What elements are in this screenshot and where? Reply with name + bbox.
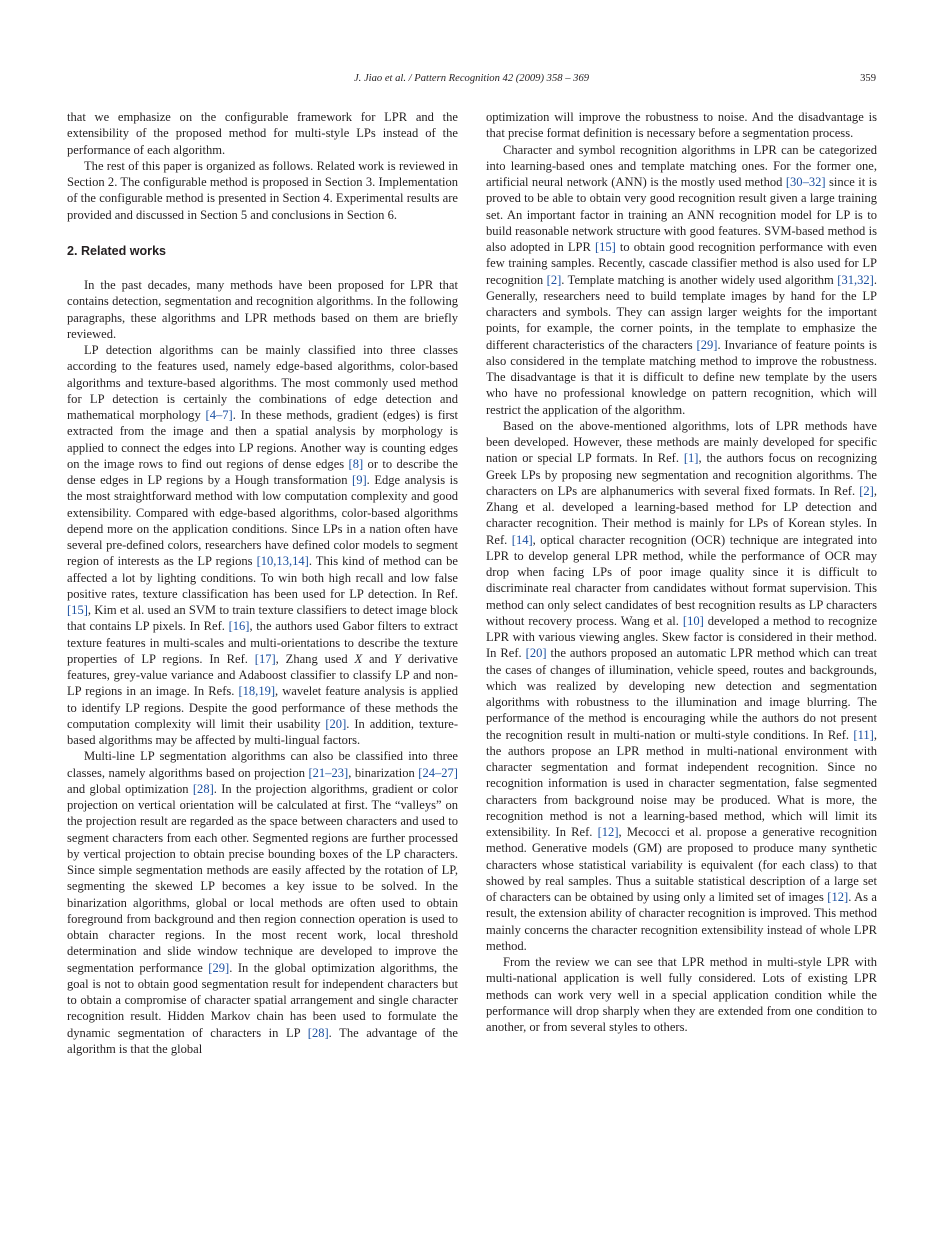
paragraph: Character and symbol recognition algorithms in LPR can be categorized into learning-based ones and template matching ones. For the former one, artificial neural network (ANN) is the mostly used method [30–32] since it is proved to be able to obtain very good recognition result given a large training set. An important factor in training an ANN recognition model for LP is to build reasonable network structure with good features. SVM-based method is also adopted in LPR [15] to obtain good recognition performance with even few training samples. Recently, cascade classifier method is also used for LP recognition [2]. Template matching is another widely used algorithm [31,32]. Generally, researchers need to build template images by hand for the LP characters and symbols. They can assign larger weights for the important points, for example, the corner points, in the template to emphasize the different characteristics of the characters [29]. Invariance of feature points is also considered in the template matching method to improve the robustness. The disadvantage is that it is difficult to define new template by the users who have no professional knowledge on pattern recognition, which will restrict the application of the algorithm. — [486, 142, 878, 417]
citation-link[interactable]: [14] — [511, 532, 533, 547]
citation-link[interactable]: [15] — [67, 603, 88, 617]
citation-link[interactable]: [11] — [853, 727, 874, 742]
paragraph: Multi-line LP segmentation algorithms can also be classified into three classes, namely algorithms based on projection [21–23], binarization [24–27] and global optimization [28]. In the projection algorithms, gradient or color projection on vertical orientation will be calculated at first. The “valleys” on the projection result are regarded as the space between characters and used to segment characters from each other. Segmented regions are further processed by vertical projection to obtain precise bounding boxes of the LP characters. Since simple segmentation methods are easily affected by the rotation of LP, segmenting the skewed LP becomes a key issue to be solved. In the binarization algorithms, global or local methods are often used to obtain foreground from background and then region connection operation is used to obtain character regions. In the most recent work, local threshold determination and slide window technique are developed to improve the segmentation performance [29]. In the global optimization algorithms, the goal is not to obtain good segmentation result for independent characters but to obtain a compromise of character spatial arrangement and single character recognition result. Hidden Markov chain has been used to formulate the dynamic segmentation of characters in LP [28]. The advantage of the algorithm is that the global — [67, 749, 459, 1056]
citation-link[interactable]: [20] — [525, 646, 547, 661]
citation-link[interactable]: [4–7] — [205, 408, 233, 422]
citation-link[interactable]: [28] — [192, 781, 214, 796]
citation-link[interactable]: [31,32] — [837, 272, 874, 287]
paragraph: From the review we can see that LPR method in multi-style LPR with multi-national application is well fully considered. Lots of existing LPR methods can work very well in a special application condition while the performance will drop sharply when they are extended from one condition to another, or from several styles to others. — [486, 955, 877, 1034]
citation-link[interactable]: [2] — [859, 483, 874, 498]
citation-link[interactable]: [21–23] — [308, 765, 349, 780]
running-header — [67, 73, 876, 89]
citation-link[interactable]: [30–32] — [785, 175, 826, 189]
citation-link[interactable]: [18,19] — [238, 684, 276, 699]
citation-link[interactable]: [10,13,14] — [256, 554, 309, 569]
page-number: 359 — [860, 73, 876, 84]
citation-link[interactable]: [29] — [208, 960, 230, 975]
citation-link[interactable]: [9] — [352, 473, 367, 487]
citation-link[interactable]: [1] — [683, 451, 699, 466]
right-column — [486, 109, 877, 1035]
paragraph: that we emphasize on the configurable framework for LPR and the extensibility of the proposed method for multi-style LPs instead of the performance of each algorithm. — [67, 110, 458, 157]
citation-link[interactable]: [12] — [827, 890, 849, 904]
citation-link[interactable]: [2] — [546, 272, 562, 287]
section-heading: 2. Related works — [67, 243, 167, 258]
left-column — [67, 109, 458, 1057]
paragraph: The rest of this paper is organized as follows. Related work is reviewed in Section 2. The configurable method is proposed in Section 3. Implementation of the configurable method is presented in Section 4. Experimental results are provided and discussed in Section 5 and conclusions in Section 6. — [67, 158, 458, 222]
citation-link[interactable]: [29] — [696, 337, 718, 352]
citation-link[interactable]: [10] — [682, 613, 704, 628]
citation-link[interactable]: [15] — [594, 240, 616, 254]
paragraph: Based on the above-mentioned algorithms, lots of LPR methods have been developed. However, these methods are mainly developed for specific nation or special LP formats. In Ref. [1], the authors focus on recognizing Greek LPs by proposing new segmentation and recognition algorithms. The characters on LPs are alphanumerics with several fixed formats. In Ref. [2], Zhang et al. developed a learning-based method for LP detection and character recognition. Their method is mainly for LPs of Korean styles. In Ref. [14], optical character recognition (OCR) technique are integrated into LPR to develop general LPR method, while the performance of OCR may drop when facing LPs of poor image quality since it is difficult to discriminate real character from candidates without format supervision. This method can only select candidates of best recognition results as LP characters without recovery process. Wang et al. [10] developed a method to recognize LPR with various viewing angles. Skew factor is considered in their method. In Ref. [20] the authors proposed an automatic LPR method which can treat the cases of changes of illumination, vehicle speed, routes and backgrounds, which was realized by developing new detection and segmentation algorithms with robustness to the illumination and image blurring. The performance of the method is encouraging while the authors do not present the recognition result in multi-nation or multi-style conditions. In Ref. [11], the authors propose an LPR method in multi-national environment with character segmentation and format independent recognition. Since no recognition information is used in character segmentation, false segmented characters from background noise may be produced. What is more, the recognition method is not a learning-based method, which will limit its extensibility. In Ref. [12], Mecocci et al. propose a generative recognition method. Generative models (GM) are proposed to produce many synthetic characters whose statistical variability is equivalent (for each class) to that showed by real samples. Thus a suitable statistical description of a large set of characters can be obtained by using only a limited set of images [12]. As a result, the extension ability of character recognition is improved. This method mainly concerns the character recognition extensibility instead of whole LPR method. — [486, 418, 878, 953]
citation-link[interactable]: [12] — [597, 825, 619, 839]
citation-link[interactable]: [8] — [348, 456, 364, 471]
journal-citation: J. Jiao et al. / Pattern Recognition 42 (2009) 358 – 369 — [353, 73, 590, 84]
paragraph: In the past decades, many methods have been proposed for LPR that contains detection, segmentation and recognition algorithms. In the following paragraphs, these algorithms and LPR methods based on them are briefly reviewed. — [67, 278, 458, 341]
paragraph: optimization will improve the robustness to noise. And the disadvantage is that precise format definition is necessary before a segmentation process. — [486, 110, 877, 141]
citation-link[interactable]: [16] — [228, 619, 250, 634]
citation-link[interactable]: [24–27] — [418, 765, 458, 780]
citation-link[interactable]: [20] — [325, 716, 347, 731]
citation-link[interactable]: [28] — [307, 1025, 329, 1040]
paragraph: LP detection algorithms can be mainly classified into three classes according to the features used, namely edge-based algorithms, color-based algorithms and texture-based algorithms. The most commonly used method for LP detection is certainly the combinations of edge detection and mathematical morphology [4–7]. In these methods, gradient (edges) is first extracted from the image and then a spatial analysis by morphology is applied to connect the edges into LP regions. Another way is counting edges on the image rows to find out regions of dense edges [8] or to describe the dense edges in LP regions by a Hough transformation [9]. Edge analysis is the most straightforward method with low computation complexity and good extensibility. Compared with edge-based algorithms, color-based algorithms depend more on the application conditions. Since LPs in a nation often have several pre-defined colors, researchers have defined color models to segment region of interests as the LP regions [10,13,14]. This kind of method can be affected a lot by lighting conditions. To win both high recall and low false positive rates, texture classification has been used for LP detection. In Ref. [15], Kim et al. used an SVM to train texture classifiers to detect image block that contains LP pixels. In Ref. [16], the authors used Gabor filters to extract texture features in multi-scales and multi-orientations to describe the texture properties of LP regions. In Ref. [17], Zhang used X and Y derivative features, grey-value variance and Adaboost classifier to classify LP and non-LP regions in an image. In Refs. [18,19], wavelet feature analysis is applied to identify LP regions. Despite the good performance of these methods the computation complexity will limit their usability [20]. In addition, texture-based algorithms may be affected by multi-lingual factors. — [67, 343, 459, 747]
citation-link[interactable]: [17] — [254, 651, 276, 666]
